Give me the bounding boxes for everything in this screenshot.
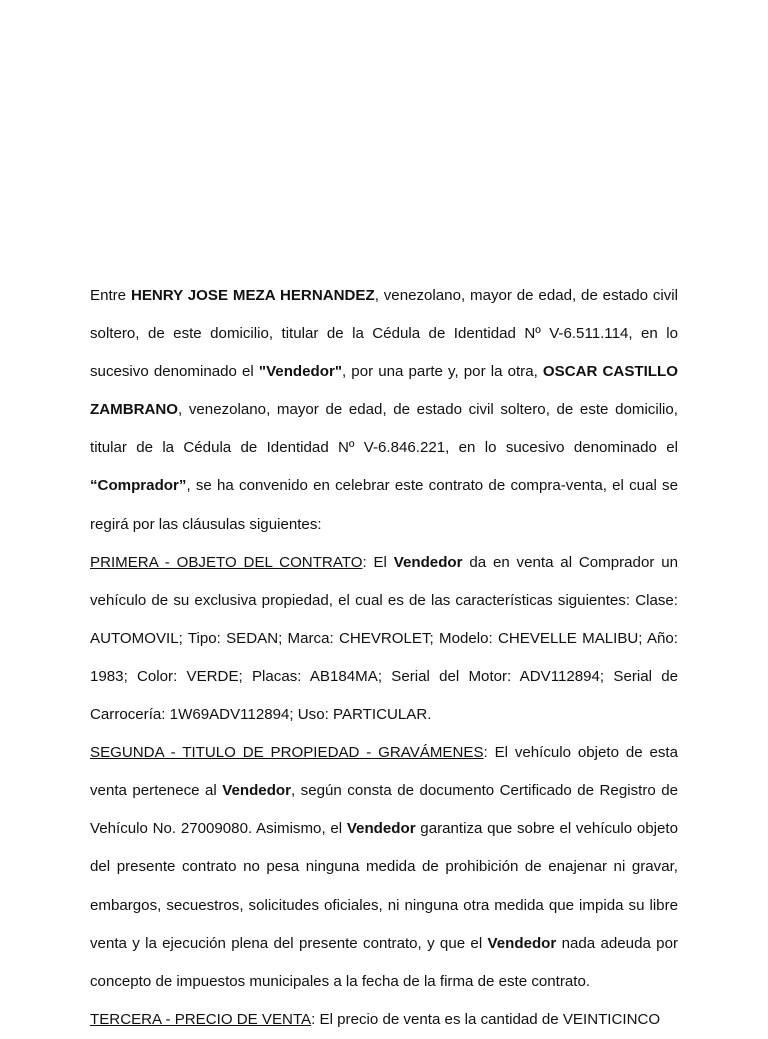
text-segment: : El bbox=[362, 553, 394, 571]
text-segment: nada adeuda por concepto de impuestos municipales a la fecha de la firma de este contrato. bbox=[90, 934, 678, 990]
bold-term: Vendedor bbox=[222, 782, 292, 800]
bold-term: Vendedor bbox=[487, 934, 557, 952]
text-segment: : El vehículo objeto de esta venta pertenece al bbox=[90, 744, 678, 800]
bold-term: Vendedor bbox=[393, 553, 463, 571]
text-segment: , se ha convenido en celebrar este contrato de compra-venta, el cual se regirá por las cláusulas siguientes: bbox=[90, 477, 678, 533]
clause-primera bbox=[90, 544, 678, 734]
text-segment: , según consta de documento Certificado de Registro de Vehículo No. 27009080. Asimismo, el bbox=[90, 782, 678, 838]
buyer-name: OSCAR CASTILLO ZAMBRANO bbox=[90, 363, 678, 419]
clause-heading: PRIMERA - OBJETO DEL CONTRATO bbox=[90, 553, 363, 571]
text-segment: garantiza que sobre el vehículo objeto del presente contrato no pesa ninguna medida de prohibición de enajenar ni gravar, embargos, secuestros, solicitudes oficiales, ni ninguna otra medida que impida su libre venta y la ejecución plena del presente contrato, y que el bbox=[90, 820, 678, 952]
clause-heading: SEGUNDA - TITULO DE PROPIEDAD - GRAVÁMENES bbox=[90, 744, 484, 762]
seller-role: "Vendedor" bbox=[258, 363, 342, 381]
buyer-role: “Comprador” bbox=[90, 477, 187, 495]
text-segment: , venezolano, mayor de edad, de estado civil soltero, de este domicilio, titular de la Cédula de Identidad Nº V-6.846.221, en lo sucesivo denominado el bbox=[90, 401, 678, 457]
text-segment: , venezolano, mayor de edad, de estado civil soltero, de este domicilio, titular de la Cédula de Identidad Nº V-6.511.114, en lo sucesivo denominado el bbox=[90, 287, 678, 381]
clause-segunda bbox=[90, 734, 678, 1001]
paragraph-parties bbox=[90, 277, 678, 544]
seller-name: HENRY JOSE MEZA HERNANDEZ bbox=[130, 287, 375, 304]
contract-body bbox=[90, 277, 678, 1039]
text-segment: da en venta al Comprador un vehículo de su exclusiva propiedad, el cual es de las características siguientes: Clase: AUTOMOVIL; Tipo: SEDAN; Marca: CHEVROLET; Modelo: CHEVELLE MALIBU; Año: 1983; Color: VERDE; Placas: AB184MA; Serial del Motor: ADV112894; Serial de Carrocería: 1W69ADV112894; Uso: PARTICULAR. bbox=[90, 553, 678, 724]
text-segment: Entre bbox=[90, 287, 131, 304]
clause-heading: TERCERA - PRECIO DE VENTA bbox=[90, 1010, 312, 1028]
text-segment: , por una parte y, por la otra, bbox=[342, 363, 543, 381]
clause-tercera bbox=[90, 1001, 678, 1039]
text-segment: : El precio de venta es la cantidad de VEINTICINCO bbox=[311, 1010, 661, 1028]
bold-term: Vendedor bbox=[346, 820, 416, 838]
